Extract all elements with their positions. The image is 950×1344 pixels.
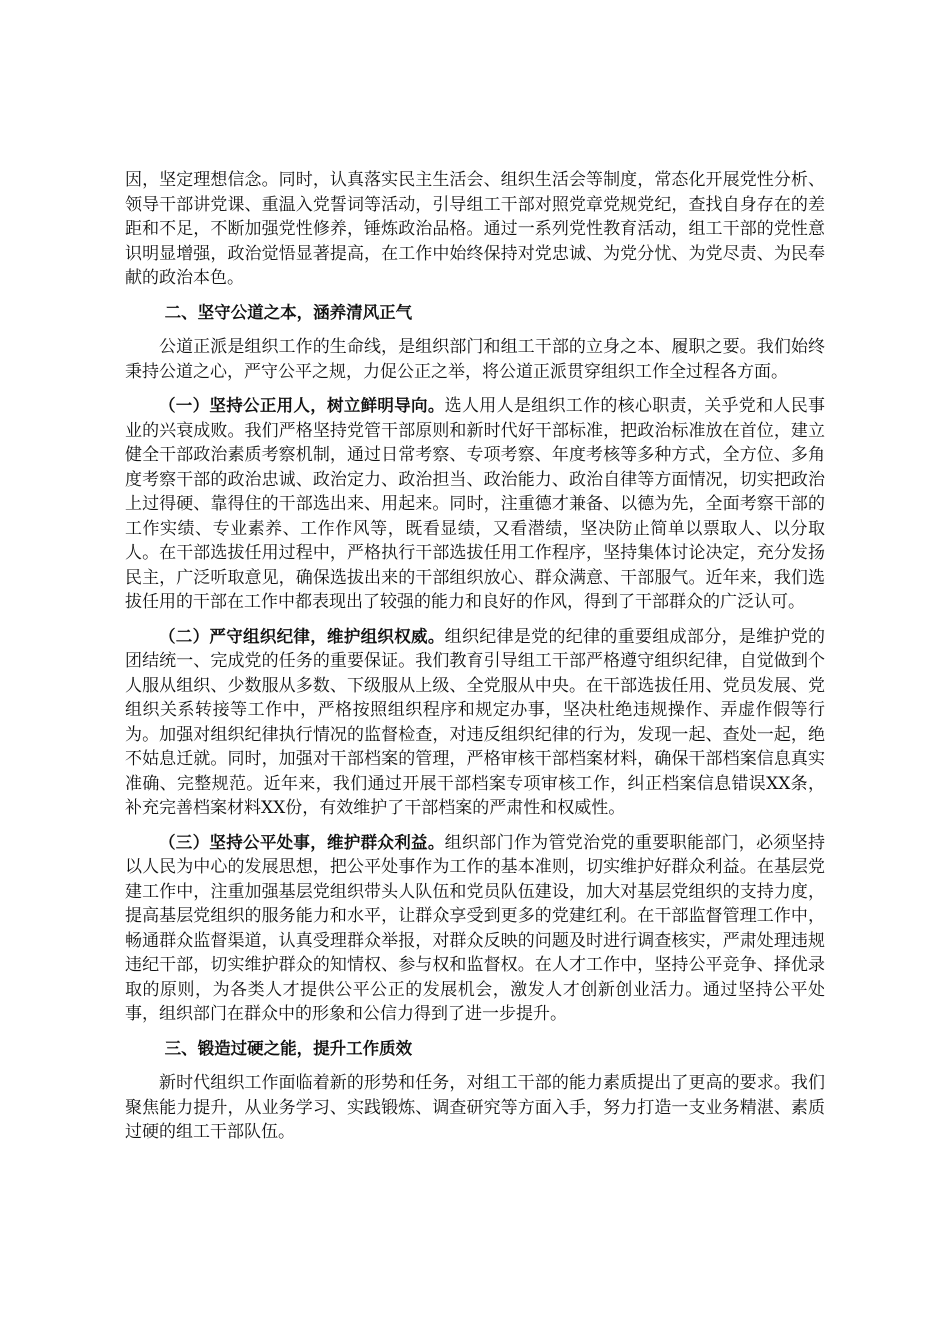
paragraph-section-3-intro: 新时代组织工作面临着新的形势和任务，对组工干部的能力素质提出了更高的要求。我们聚焦能力提升，从业务学习、实践锻炼、调查研究等方面入手，努力打造一支业务精湛、素质过硬的组工干部队伍。	[125, 1073, 825, 1142]
document-body	[125, 168, 825, 1155]
subsection-3-body: 组织部门作为管党治党的重要职能部门，必须坚持以人民为中心的发展思想，把公平处事作为工作的基本准则，切实维护好群众利益。在基层党建工作中，注重加强基层党组织带头人队伍和党员队伍建设，加大对基层党组织的支持力度，提高基层党组织的服务能力和水平，让群众享受到更多的党建红利。在干部监督管理工作中，畅通群众监督渠道，认真受理群众举报，对群众反映的问题及时进行调查核实，严肃处理违规违纪干部，切实维护群众的知情权、参与权和监督权。在人才工作中，坚持公平竞争、择优录取的原则，为各类人才提供公平公正的发展机会，激发人才创新创业活力。通过坚持公平处事，组织部门在群众中的形象和公信力得到了进一步提升。	[125, 832, 826, 1024]
paragraph-continuation: 因，坚定理想信念。同时，认真落实民主生活会、组织生活会等制度，常态化开展党性分析、领导干部讲党课、重温入党誓词等活动，引导组工干部对照党章党规党纪，查找自身存在的差距和不足，不断加强党性修养，锤炼政治品格。通过一系列党性教育活动，组工干部的党性意识明显增强，政治觉悟显著提高，在工作中始终保持对党忠诚、为党分忧、为党尽责、为民奉献的政治本色。	[125, 170, 825, 288]
subsection-3-lead: （三）坚持公平处事，维护群众利益。	[159, 832, 445, 852]
paragraph-subsection-1	[125, 394, 825, 615]
paragraph-subsection-2	[125, 625, 825, 821]
section-heading-3: 三、锻造过硬之能，提升工作质效	[164, 1038, 413, 1058]
section-heading-2: 二、坚守公道之本，涵养清风正气	[164, 302, 413, 322]
subsection-2-lead: （二）严守组织纪律，维护组织权威。	[159, 626, 445, 646]
subsection-1-lead: （一）坚持公正用人，树立鲜明导向。	[159, 396, 445, 415]
paragraph-section-2-intro: 公道正派是组织工作的生命线，是组织部门和组工干部的立身之本、履职之要。我们始终秉持公道之心，严守公平之规，力促公正之举，将公道正派贯穿组织工作全过程各方面。	[125, 337, 825, 382]
paragraph-subsection-3	[125, 831, 825, 1027]
subsection-2-body: 组织纪律是党的纪律的重要组成部分，是维护党的团结统一、完成党的任务的重要保证。我们教育引导组工干部严格遵守组织纪律，自觉做到个人服从组织、少数服从多数、下级服从上级、全党服从中央。在干部选拔任用、党员发展、党组织关系转接等工作中，严格按照组织程序和规定办事，坚决杜绝违规操作、弄虚作假等行为。加强对组织纪律执行情况的监督检查，对违反组织纪律的行为，发现一起、查处一起，绝不姑息迁就。同时，加强对干部档案的管理，严格审核干部档案材料，确保干部档案信息真实准确、完整规范。近年来，我们通过开展干部档案专项审核工作，纠正档案信息错误XX条，补充完善档案材料XX份，有效维护了干部档案的严肃性和权威性。	[125, 626, 826, 818]
subsection-1-body: 选人用人是组织工作的核心职责，关乎党和人民事业的兴衰成败。我们严格坚持党管干部原则和新时代好干部标准，把政治标准放在首位，建立健全干部政治素质考察机制，通过日常考察、专项考察、年度考核等多种方式，全方位、多角度考察干部的政治忠诚、政治定力、政治担当、政治能力、政治自律等方面情况，切实把政治上过得硬、靠得住的干部选出来、用起来。同时，注重德才兼备、以德为先，全面考察干部的工作实绩、专业素养、工作作风等，既看显绩，又看潜绩，坚决防止简单以票取人、以分取人。在干部选拔任用过程中，严格执行干部选拔任用工作程序，坚持集体讨论决定，充分发扬民主，广泛听取意见，确保选拔出来的干部组织放心、群众满意、干部服气。近年来，我们选拔任用的干部在工作中都表现出了较强的能力和良好的作风，得到了干部群众的广泛认可。	[125, 396, 826, 612]
